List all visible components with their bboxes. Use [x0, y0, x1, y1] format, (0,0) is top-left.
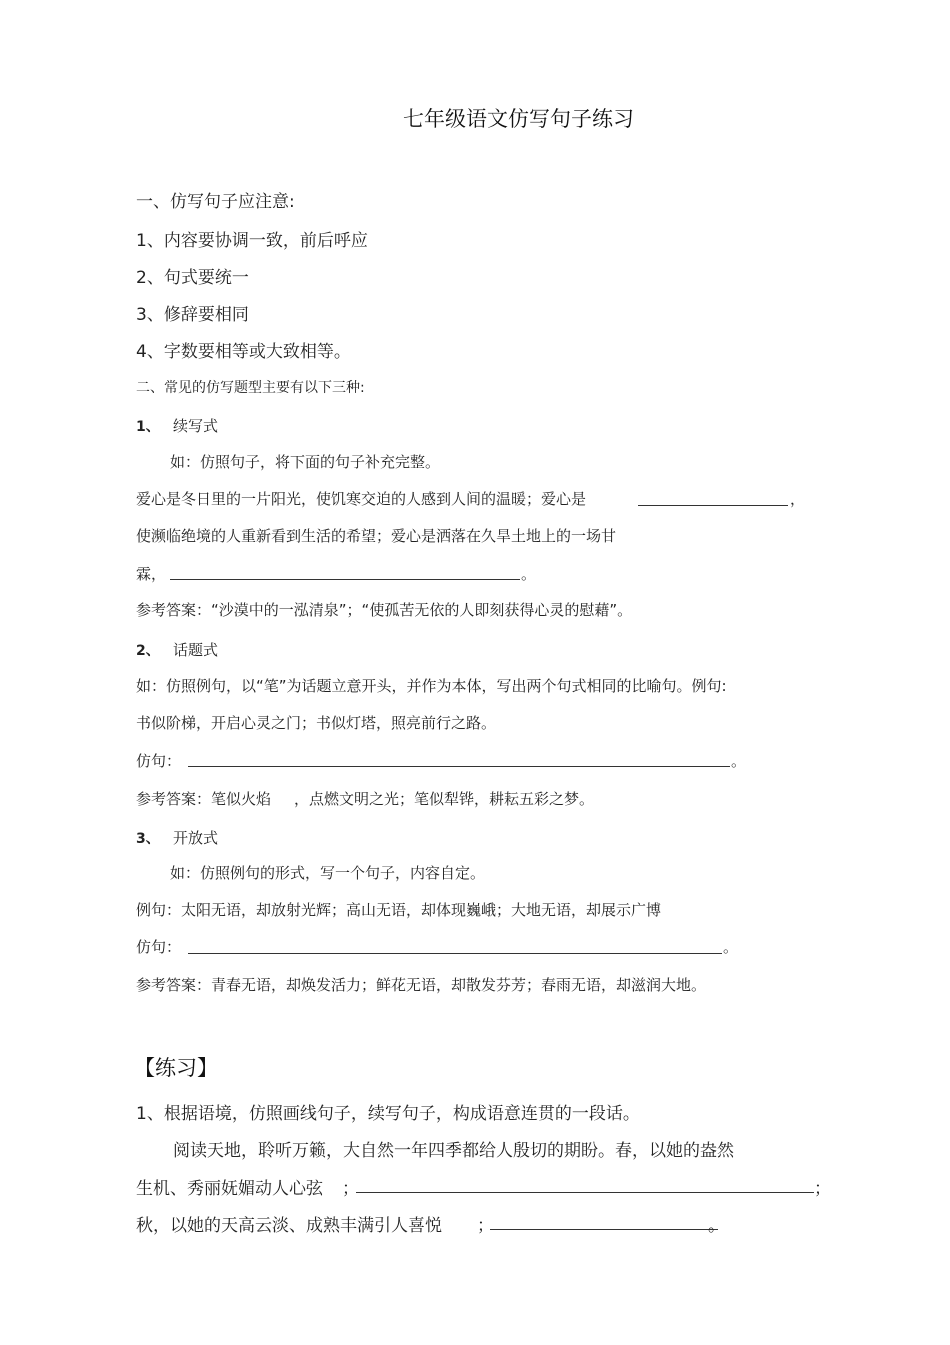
answer-blank[interactable]	[188, 953, 722, 954]
answer-blank[interactable]	[638, 505, 788, 506]
punctuation: 。	[521, 565, 537, 583]
type2-answer-part2: ，点燃文明之光；笔似犁铧，耕耘五彩之梦。	[294, 790, 595, 808]
type1-sentence-line3: 霖，	[136, 565, 167, 583]
type1-sentence-line2: 使濒临绝境的人重新看到生活的希望；爱心是洒落在久旱土地上的一场甘	[136, 527, 617, 545]
answer-blank[interactable]	[490, 1229, 718, 1230]
punctuation: 。	[708, 1216, 725, 1236]
practice-heading: 【练习】	[134, 1056, 218, 1080]
punctuation: 。	[731, 752, 747, 770]
section2-heading: 二、常见的仿写题型主要有以下三种:	[136, 380, 365, 396]
type3-answer: 参考答案：青春无语，却焕发活力；鲜花无语，却散发芬芳；春雨无语，却滋润大地。	[136, 976, 707, 994]
practice-paragraph-line3: 秋，以她的天高云淡、成熟丰满引人喜悦	[136, 1216, 442, 1236]
rule-item: 4、字数要相等或大致相等。	[136, 342, 351, 362]
rule-item: 3、修辞要相同	[136, 305, 249, 325]
type3-example: 例句：太阳无语，却放射光辉；高山无语，却体现巍峨；大地无语，却展示广博	[136, 901, 662, 919]
practice-paragraph-line1: 阅读天地，聆听万籁，大自然一年四季都给人殷切的期盼。春，以她的盎然	[173, 1141, 734, 1161]
punctuation: ；	[814, 1179, 831, 1199]
type3-number: 3、	[136, 831, 160, 847]
type1-number: 1、	[136, 419, 160, 435]
punctuation: ；	[477, 1216, 494, 1236]
answer-blank[interactable]	[356, 1192, 814, 1193]
type2-number: 2、	[136, 643, 160, 659]
type2-name: 话题式	[173, 641, 219, 659]
practice-question-1: 1、根据语境，仿照画线句子，续写句子，构成语意连贯的一段话。	[136, 1104, 640, 1124]
type3-name: 开放式	[173, 829, 219, 847]
imitate-label: 仿句：	[136, 938, 182, 956]
rule-item: 1、内容要协调一致，前后呼应	[136, 231, 368, 251]
answer-blank[interactable]	[188, 766, 730, 767]
practice-paragraph-line2: 生机、秀丽妩媚动人心弦	[136, 1179, 323, 1199]
type1-answer: 参考答案：“沙漠中的一泓清泉”；“使孤苦无依的人即刻获得心灵的慰藉”。	[136, 601, 633, 619]
punctuation: 。	[723, 938, 739, 956]
punctuation: ，	[790, 490, 806, 508]
type2-answer-part1: 参考答案：笔似火焰	[136, 790, 272, 808]
type2-prompt: 如：仿照例句，以“笔”为话题立意开头，并作为本体，写出两个句式相同的比喻句。例句:	[136, 677, 727, 695]
type3-prompt: 如：仿照例句的形式，写一个句子，内容自定。	[170, 864, 486, 882]
section1-heading: 一、仿写句子应注意:	[136, 192, 295, 212]
rule-item: 2、句式要统一	[136, 268, 249, 288]
page-title: 七年级语文仿写句子练习	[403, 107, 634, 131]
punctuation: ；	[342, 1179, 359, 1199]
type2-example: 书似阶梯，开启心灵之门；书似灯塔，照亮前行之路。	[136, 714, 497, 732]
type1-sentence-line1: 爱心是冬日里的一片阳光，使饥寒交迫的人感到人间的温暖；爱心是	[136, 490, 587, 508]
type1-prompt: 如：仿照句子，将下面的句子补充完整。	[170, 453, 441, 471]
answer-blank[interactable]	[170, 579, 520, 580]
type1-name: 续写式	[173, 417, 219, 435]
imitate-label: 仿句：	[136, 752, 182, 770]
